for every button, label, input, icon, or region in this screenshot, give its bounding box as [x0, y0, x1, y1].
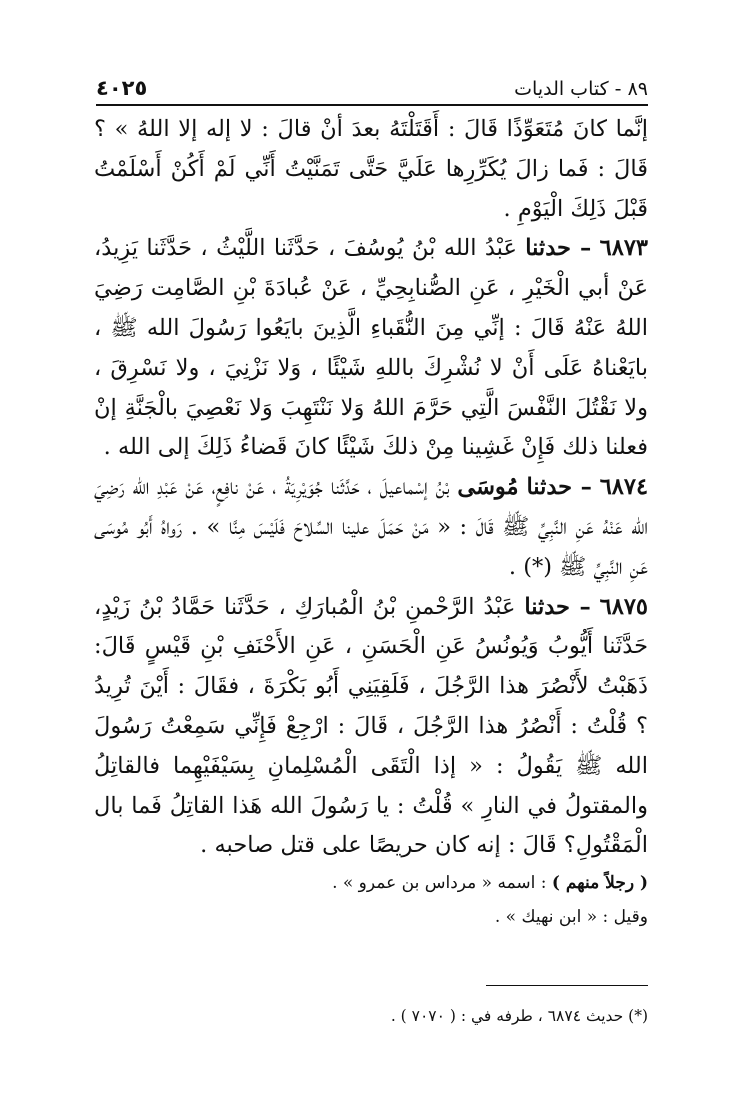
- hadith-lead: – حدثنا: [526, 474, 592, 501]
- commentary-note-1: [94, 866, 648, 900]
- hadith-lead: – حدثنا: [524, 593, 591, 620]
- hadith-lead: – حدثنا: [525, 235, 592, 262]
- note-text: : اسمه « مرداس بن عمرو » .: [332, 873, 547, 894]
- footnote-rule: [486, 985, 648, 986]
- narrator-name: مُوسَى: [457, 474, 519, 501]
- hadith-6875: [94, 588, 648, 867]
- chapter-title: ٨٩ - كتاب الديات: [514, 78, 648, 100]
- hadith-number: ٦٨٧٤: [599, 474, 649, 501]
- note-label: ( رجلاً منهم ): [551, 873, 648, 894]
- footnote: (*) حديث ٦٨٧٤ ، طرفه في : ( ٧٠٧٠ ) .: [390, 1007, 648, 1025]
- hadith-text: بْنُ إسْماعيلَ ، حَدَّثَنا جُوَيْرِيَةُ ، عَنْ نافِعٍ، عَنْ عَبْدِ الله رَضِيَ الله عَنْهُ عَنِ النَّبِيِّ ﷺ قَالَ : « مَنْ حَمَلَ علينا السِّلاحَ فَلَيْسَ مِنَّا » . رَواهُ أَبُو مُوسَى عَنِ النَّبِيِّ ﷺ (*) .: [94, 474, 648, 580]
- hadith-number: ٦٨٧٣: [599, 235, 648, 262]
- hadith-6873: [94, 229, 648, 468]
- page-number: ٤٠٢٥: [96, 76, 148, 100]
- running-header: [96, 66, 648, 100]
- hadith-text: عَبْدُ الرَّحْمنِ بْنُ الْمُبارَكِ ، حَدَّثَنا حَمَّادُ بْنُ زَيْدٍ، حَدَّثَنا أَيُّوبُ وَيُونُسُ عَنِ الْحَسَنِ ، عَنِ الأَحْنَفِ بْنِ قَيْسٍ قَالَ: ذَهَبْتُ لأَنْصُرَ هذا الرَّجُلَ ، فَلَقِيَنِي أَبُو بَكْرَةَ ، فقَالَ : أَيْنَ تُرِيدُ ؟ قُلْتُ : أَنْصُرُ هذا الرَّجُلَ ، قَالَ : ارْجِعْ فَإِنِّي سَمِعْتُ رَسُولَ الله ﷺ يَقُولُ : « إذا الْتَقَى الْمُسْلِمانِ بِسَيْفَيْهِما فالقاتِلُ والمقتولُ في النارِ » قُلْتُ : يا رَسُولَ الله هَذا القاتِلُ فَما بال الْمَقْتُولِ؟ قَالَ : إنه كان حريصًا على قتل صاحبه .: [94, 593, 648, 859]
- continuation-paragraph: إنَّما كانَ مُتَعَوِّذًا قَالَ : أَقَتَلْتَهُ بعدَ أنْ قالَ : لا إله إلا اللهُ » ؟ قَالَ : فَما زالَ يُكَرِّرِها عَلَيَّ حَتَّى تَمَنَّيْتُ أَنِّي لَمْ أَكُنْ أَسْلَمْتُ قَبْلَ ذَلِكَ الْيَوْمِ .: [94, 116, 648, 222]
- hadith-text: عَبْدُ الله بْنُ يُوسُفَ ، حَدَّثَنا اللَّيْثُ ، حَدَّثَنا يَزِيدُ، عَنْ أبي الْخَيْرِ ، عَنِ الصُّنابِحِيِّ ، عَنْ عُبادَةَ بْنِ الصَّامِت رَضِيَ اللهُ عَنْهُ قَالَ : إنِّي مِنَ النُّقَباءِ الَّذِينَ بايَعُوا رَسُولَ الله ﷺ ، بايَعْناهُ عَلَى أَنْ لا نُشْرِكَ باللهِ شَيْئًا ، وَلا نَزْنِيَ ، ولا نَسْرِقَ ، ولا نَقْتُلَ النَّفْسَ الَّتِي حَرَّمَ اللهُ وَلا نَنْتَهِبَ وَلا نَعْصِيَ بالْجَنَّةِ إنْ فعلنا ذلك فَإِنْ غَشِينا مِنْ ذلكَ شَيْئًا كانَ قَضاءُ ذَلِكَ إلى الله .: [94, 235, 648, 461]
- hadith-6874: [94, 468, 648, 587]
- header-rule: [96, 104, 648, 106]
- hadith-number: ٦٨٧٥: [599, 593, 649, 620]
- main-text: [94, 110, 648, 934]
- commentary-note-2: وقيل : « ابن نهيك » .: [494, 907, 648, 928]
